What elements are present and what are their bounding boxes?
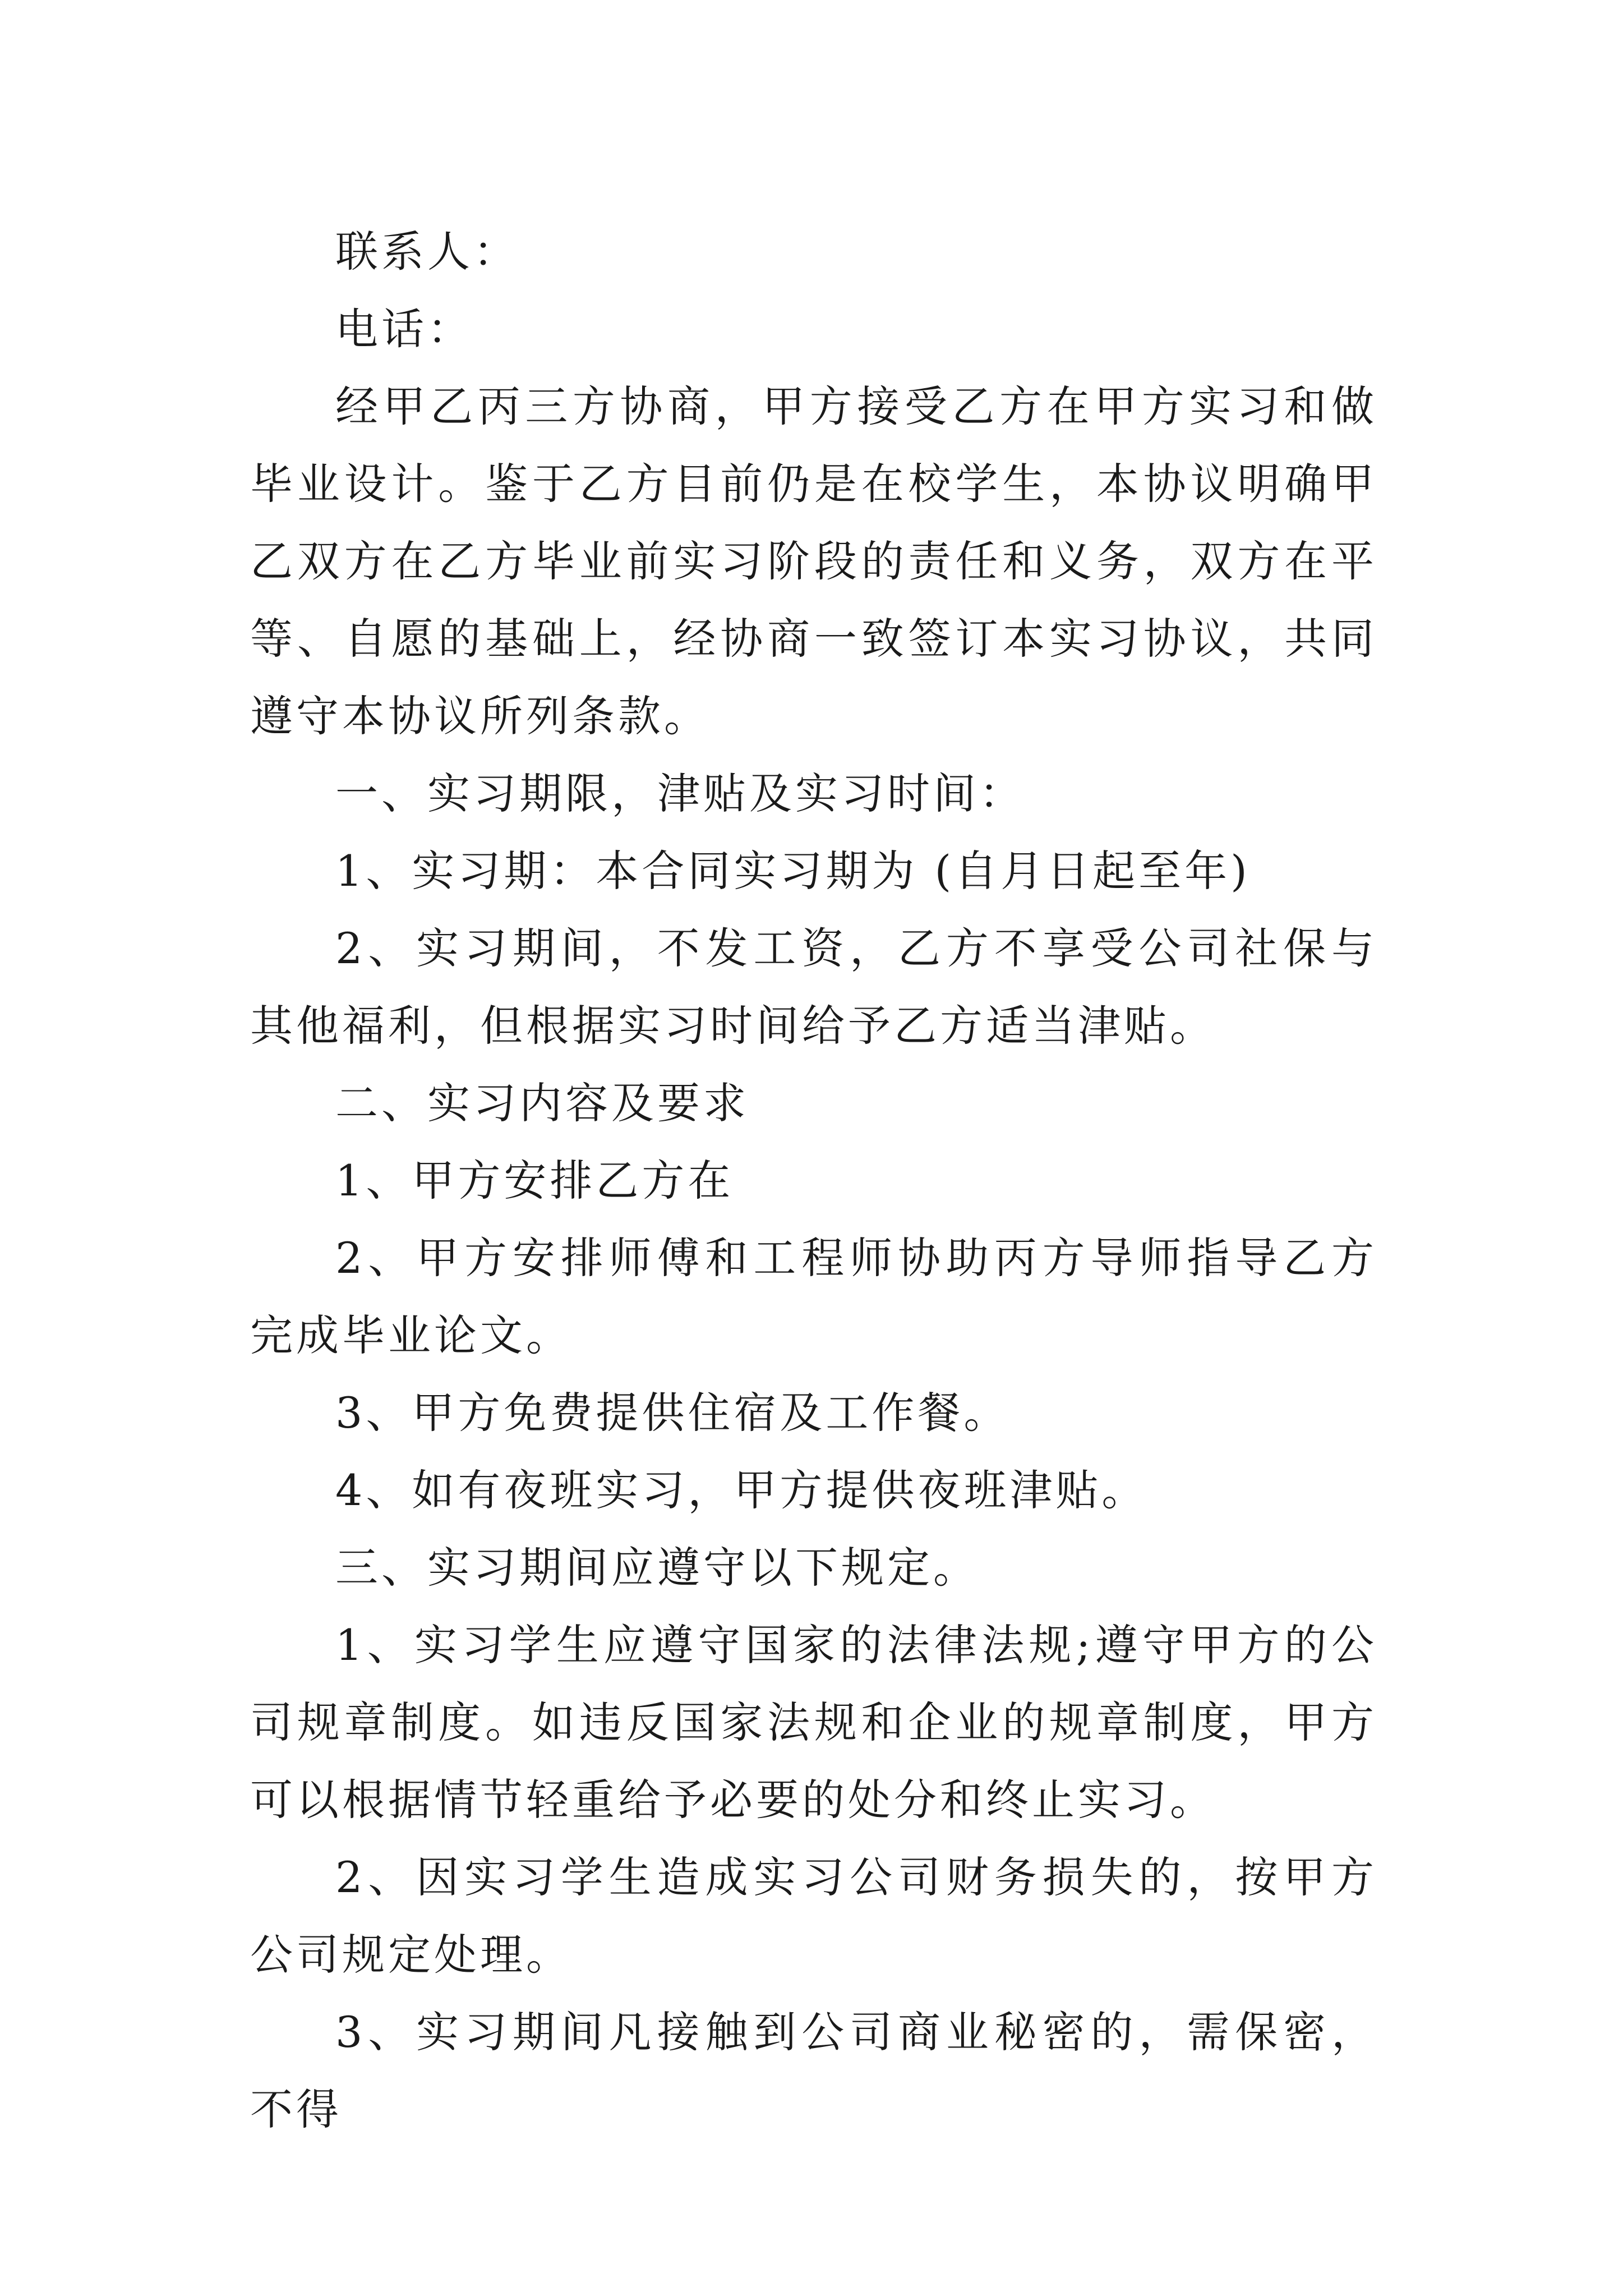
- clause-1-1: 1、实习期：本合同实习期为 (自月日起至年): [335, 846, 1251, 896]
- clause-3-3: 3、实习期间凡接触到公司商业秘密的，需保密，不得: [250, 2007, 1377, 2134]
- clause-2-1: 1、甲方安排乙方在: [335, 1156, 734, 1205]
- section-heading-2: 二、实习内容及要求: [335, 1078, 749, 1128]
- clause-2-2: 2、甲方安排师傅和工程师协助丙方导师指导乙方完成毕业论文。: [250, 1233, 1377, 1360]
- clause-3-1: 1、实习学生应遵守国家的法律法规;遵守甲方的公司规章制度。如违反国家法规和企业的规章制度，甲方可以根据情节轻重给予必要的处分和终止实习。: [250, 1620, 1377, 1825]
- clause-3-2: 2、因实习学生造成实习公司财务损失的，按甲方公司规定处理。: [250, 1852, 1377, 1980]
- clause-2-3: 3、甲方免费提供住宿及工作餐。: [335, 1388, 1010, 1438]
- clause-1-2: 2、实习期间，不发工资，乙方不享受公司社保与其他福利，但根据实习时间给予乙方适当津贴。: [250, 923, 1377, 1051]
- contact-person-line: 联系人：: [335, 227, 519, 277]
- clause-2-4: 4、如有夜班实习，甲方提供夜班津贴。: [335, 1465, 1148, 1515]
- section-heading-3: 三、实习期间应遵守以下规定。: [335, 1543, 979, 1593]
- section-heading-1: 一、实习期限，津贴及实习时间：: [335, 769, 1025, 818]
- agreement-intro-paragraph: 经甲乙丙三方协商，甲方接受乙方在甲方实习和做毕业设计。鉴于乙方目前仍是在校学生，本协议明确甲乙双方在乙方毕业前实习阶段的责任和义务，双方在平等、自愿的基础上，经协商一致签订本实习协议，共同遵守本协议所列条款。: [250, 381, 1377, 741]
- phone-line: 电话：: [335, 304, 473, 354]
- document-body: [250, 213, 1377, 2148]
